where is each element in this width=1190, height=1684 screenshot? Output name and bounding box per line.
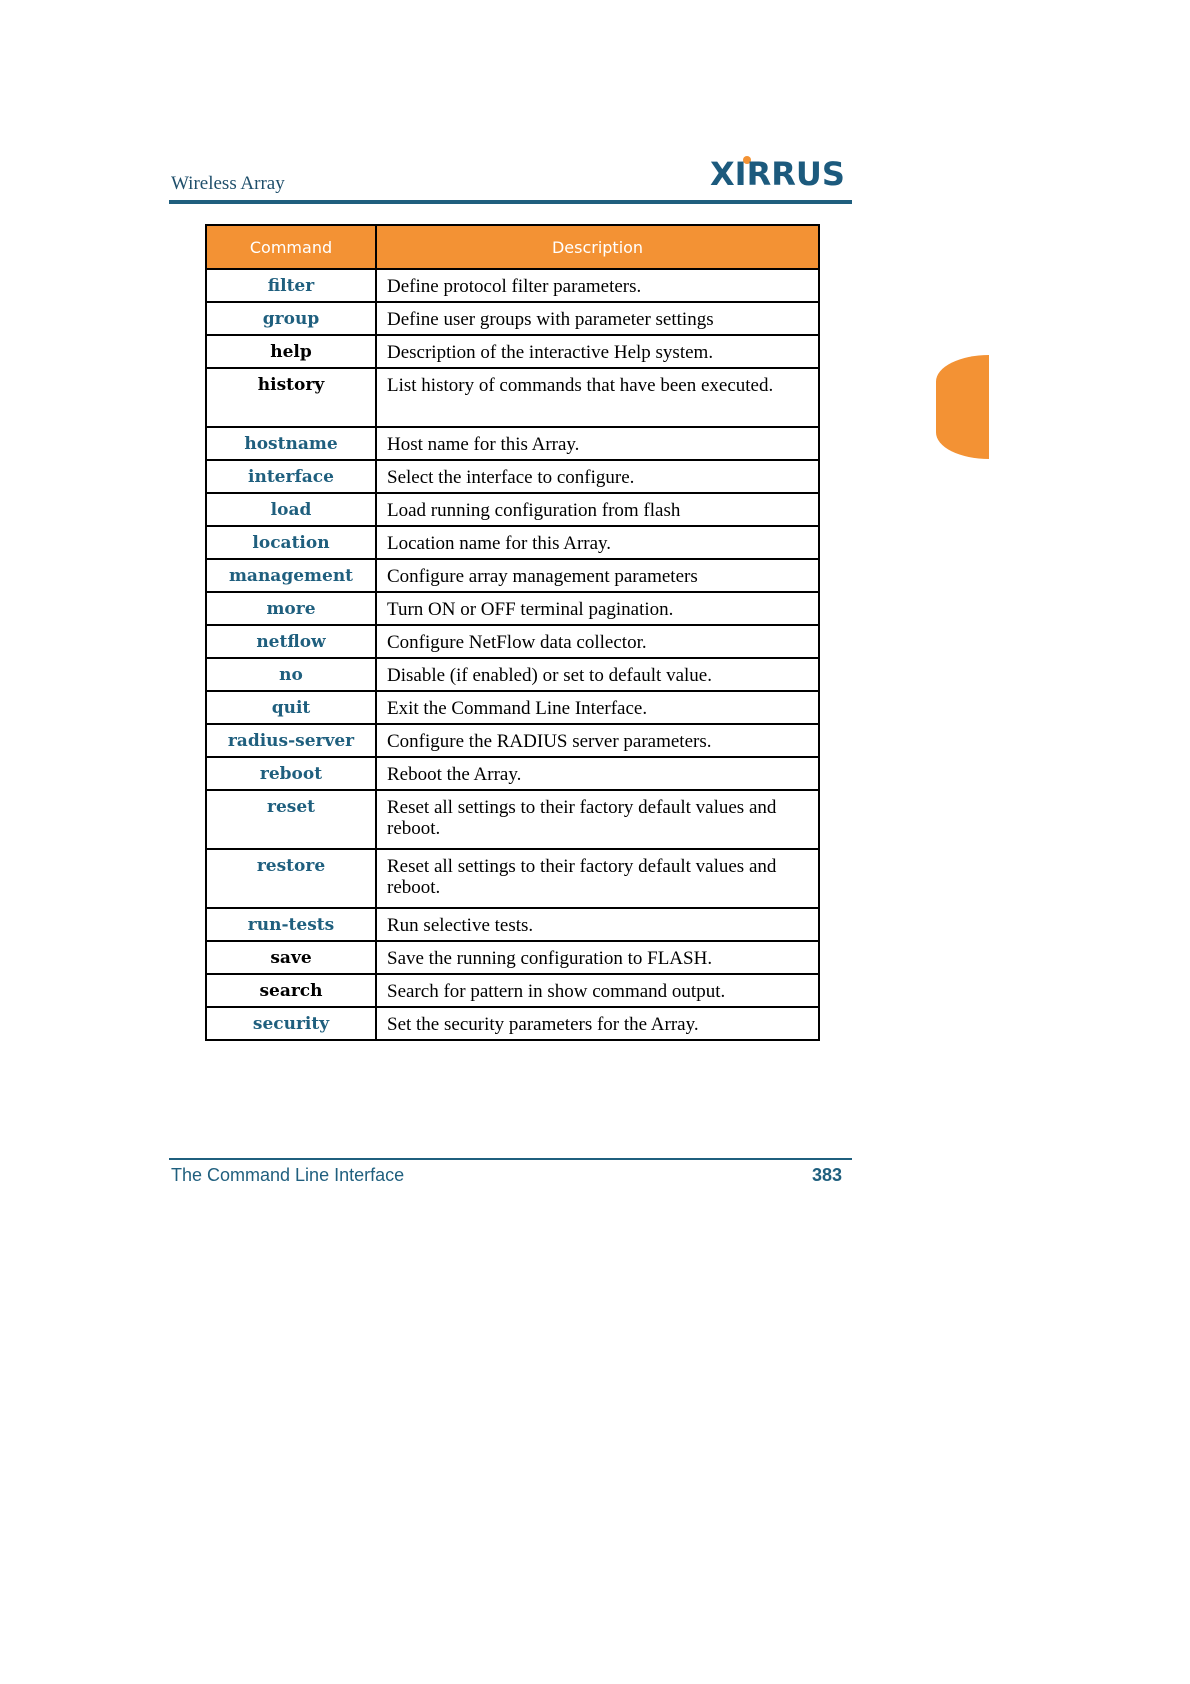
command-name: search: [206, 974, 376, 1007]
running-header: Wireless Array: [171, 173, 285, 194]
column-header-command: Command: [206, 225, 376, 269]
command-name: save: [206, 941, 376, 974]
command-description: Turn ON or OFF terminal pagination.: [376, 592, 819, 625]
command-name: help: [206, 335, 376, 368]
table-row: [206, 724, 819, 757]
command-name: history: [206, 368, 376, 427]
command-link[interactable]: reset: [206, 790, 376, 849]
table-row: [206, 368, 819, 427]
command-description: Exit the Command Line Interface.: [376, 691, 819, 724]
command-link[interactable]: radius-server: [206, 724, 376, 757]
command-description: Configure the RADIUS server parameters.: [376, 724, 819, 757]
command-description: Reboot the Array.: [376, 757, 819, 790]
table-row: [206, 526, 819, 559]
xirrus-logo: XIRRUS: [710, 155, 845, 193]
command-description: Reset all settings to their factory default values and reboot.: [376, 849, 819, 908]
command-description: Run selective tests.: [376, 908, 819, 941]
command-link[interactable]: security: [206, 1007, 376, 1040]
command-description: Location name for this Array.: [376, 526, 819, 559]
command-description: List history of commands that have been executed.: [376, 368, 819, 427]
command-link[interactable]: management: [206, 559, 376, 592]
table-row: [206, 658, 819, 691]
table-row: [206, 974, 819, 1007]
command-description: Configure array management parameters: [376, 559, 819, 592]
table-row: [206, 493, 819, 526]
command-link[interactable]: no: [206, 658, 376, 691]
command-link[interactable]: restore: [206, 849, 376, 908]
command-description: Reset all settings to their factory default values and reboot.: [376, 790, 819, 849]
command-description: Load running configuration from flash: [376, 493, 819, 526]
table-header-row: [206, 225, 819, 269]
table-row: [206, 849, 819, 908]
table-row: [206, 1007, 819, 1040]
footer-rule: [169, 1158, 852, 1160]
table-row: [206, 460, 819, 493]
command-description: Select the interface to configure.: [376, 460, 819, 493]
command-table: [205, 224, 820, 1041]
table-row: [206, 691, 819, 724]
table-row: [206, 335, 819, 368]
command-link[interactable]: group: [206, 302, 376, 335]
command-link[interactable]: reboot: [206, 757, 376, 790]
table-row: [206, 559, 819, 592]
header-rule: [169, 200, 852, 204]
command-link[interactable]: hostname: [206, 427, 376, 460]
command-description: Description of the interactive Help system.: [376, 335, 819, 368]
command-link[interactable]: more: [206, 592, 376, 625]
page-number: 383: [812, 1165, 843, 1185]
chapter-tab-marker: [936, 355, 989, 459]
command-link[interactable]: load: [206, 493, 376, 526]
table-row: [206, 302, 819, 335]
command-link[interactable]: filter: [206, 269, 376, 302]
table-row: [206, 427, 819, 460]
command-description: Define user groups with parameter settings: [376, 302, 819, 335]
column-header-description: Description: [376, 225, 819, 269]
command-description: Save the running configuration to FLASH.: [376, 941, 819, 974]
table-row: [206, 790, 819, 849]
command-description: Disable (if enabled) or set to default value.: [376, 658, 819, 691]
table-row: [206, 908, 819, 941]
command-link[interactable]: netflow: [206, 625, 376, 658]
footer-section-title: The Command Line Interface: [171, 1165, 405, 1185]
command-description: Define protocol filter parameters.: [376, 269, 819, 302]
command-link[interactable]: interface: [206, 460, 376, 493]
table-row: [206, 625, 819, 658]
table-row: [206, 592, 819, 625]
command-link[interactable]: location: [206, 526, 376, 559]
command-description: Host name for this Array.: [376, 427, 819, 460]
table-row: [206, 757, 819, 790]
command-description: Search for pattern in show command output.: [376, 974, 819, 1007]
table-row: [206, 269, 819, 302]
command-link[interactable]: run-tests: [206, 908, 376, 941]
command-link[interactable]: quit: [206, 691, 376, 724]
command-description: Configure NetFlow data collector.: [376, 625, 819, 658]
command-description: Set the security parameters for the Array.: [376, 1007, 819, 1040]
table-row: [206, 941, 819, 974]
